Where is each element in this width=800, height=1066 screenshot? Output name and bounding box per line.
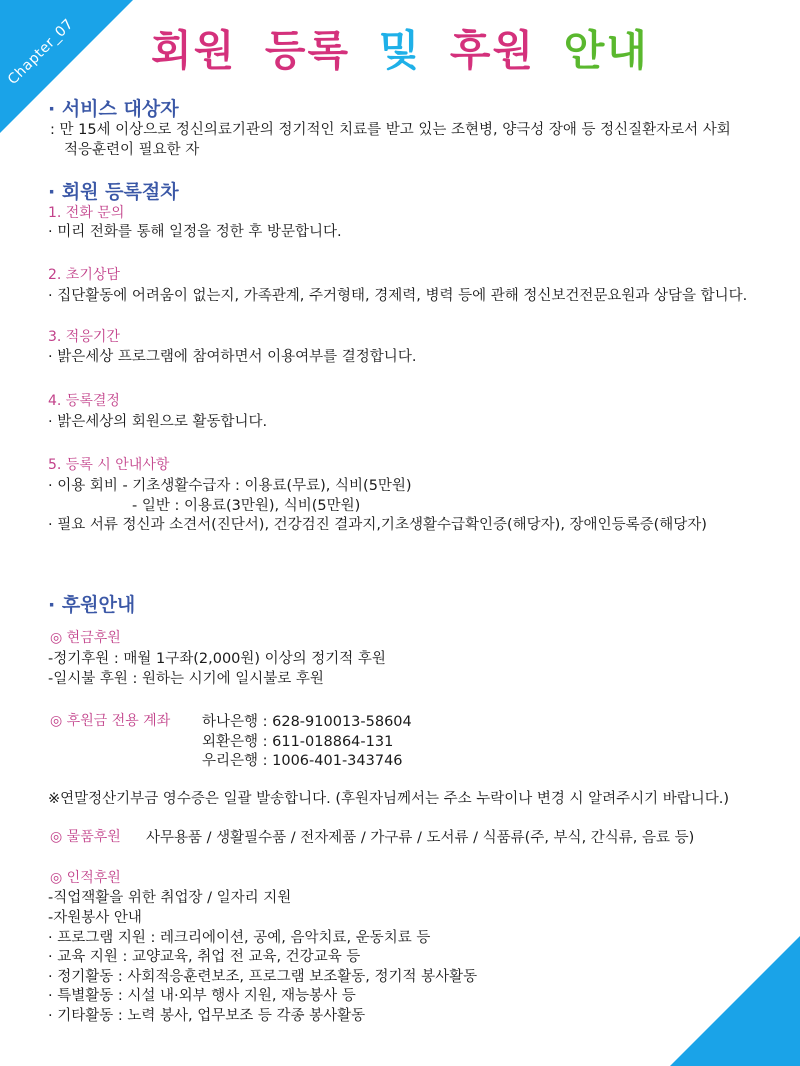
human-line: -자원봉사 안내	[48, 910, 142, 926]
goods-text: 사무용품 / 생활필수품 / 전자제품 / 가구류 / 도서류 / 식품류(주, 부식, 간식류, 음료 등)	[146, 830, 695, 846]
step-line: - 일반 : 이용료(3만원), 식비(5만원)	[132, 498, 361, 514]
title-word: 회원	[151, 26, 237, 75]
cash-title: ◎ 현금후원	[50, 630, 121, 646]
step-line: · 이용 회비 - 기초생활수급자 : 이용료(무료), 식비(5만원)	[48, 478, 412, 494]
service-heading: · 서비스 대상자	[48, 98, 179, 120]
step-line: · 밝은세상의 회원으로 활동합니다.	[48, 414, 268, 430]
account-title: ◎ 후원금 전용 계좌	[50, 713, 171, 729]
step-title: 1. 전화 문의	[48, 205, 125, 221]
step-line: · 밝은세상 프로그램에 참여하면서 이용여부를 결정합니다.	[48, 349, 417, 365]
human-line: · 정기활동 : 사회적응훈련보조, 프로그램 보조활동, 정기적 봉사활동	[48, 969, 478, 985]
bank-account: 외환은행 : 611-018864-131	[202, 734, 394, 750]
service-line: : 만 15세 이상으로 정신의료기관의 정기적인 치료를 받고 있는 조현병, 양극성 장애 등 정신질환자로서 사회	[50, 122, 731, 138]
corner-triangle-bottom-right	[670, 936, 800, 1066]
human-title: ◎ 인적후원	[50, 870, 121, 886]
goods-title: ◎ 물품후원	[50, 829, 121, 845]
human-line: -직업잭활을 위한 취업장 / 일자리 지원	[48, 890, 292, 906]
chapter-label: Chapter_07	[4, 16, 77, 88]
step-title: 4. 등록결정	[48, 393, 120, 409]
human-line: · 프로그램 지원 : 레크리에이션, 공예, 음악치료, 운동치료 등	[48, 930, 431, 946]
title-word: 후원	[449, 26, 536, 75]
step-title: 5. 등록 시 안내사항	[48, 457, 170, 473]
step-title: 2. 초기상담	[48, 267, 120, 283]
title-word: 등록	[264, 26, 351, 75]
human-line: · 기타활동 : 노력 봉사, 업무보조 등 각종 봉사활동	[48, 1008, 366, 1024]
cash-line: -일시불 후원 : 원하는 시기에 일시불로 후원	[48, 671, 324, 687]
registration-heading: · 회원 등록절차	[48, 181, 179, 203]
step-line: · 미리 전화를 통해 일정을 정한 후 방문합니다.	[48, 224, 342, 240]
step-line: · 필요 서류 정신과 소견서(진단서), 건강검진 결과지,기초생활수급확인증(해당자), 장애인등록증(해당자)	[48, 517, 707, 533]
page-title	[0, 18, 800, 78]
step-line: · 집단활동에 어려움이 없는지, 가족관계, 주거형태, 경제력, 병력 등에 관해 정신보건전문요원과 상담을 합니다.	[48, 288, 748, 304]
bank-account: 우리은행 : 1006-401-343746	[202, 753, 403, 769]
title-word: 안내	[563, 26, 649, 75]
human-line: · 교육 지원 : 교양교육, 취업 전 교육, 건강교육 등	[48, 949, 361, 965]
bank-account: 하나은행 : 628-910013-58604	[202, 714, 412, 730]
title-word: 및	[378, 26, 422, 75]
cash-line: -정기후원 : 매월 1구좌(2,000원) 이상의 정기적 후원	[48, 651, 386, 667]
step-title: 3. 적응기간	[48, 329, 120, 345]
receipt-note: ※연말정산기부금 영수증은 일괄 발송합니다. (후원자님께서는 주소 누락이나 변경 시 알려주시기 바랍니다.)	[48, 791, 730, 807]
sponsorship-heading: · 후원안내	[48, 594, 136, 616]
human-line: · 특별활동 : 시설 내·외부 행사 지원, 재능봉사 등	[48, 988, 356, 1004]
service-line: 적응훈련이 필요한 자	[64, 142, 200, 158]
